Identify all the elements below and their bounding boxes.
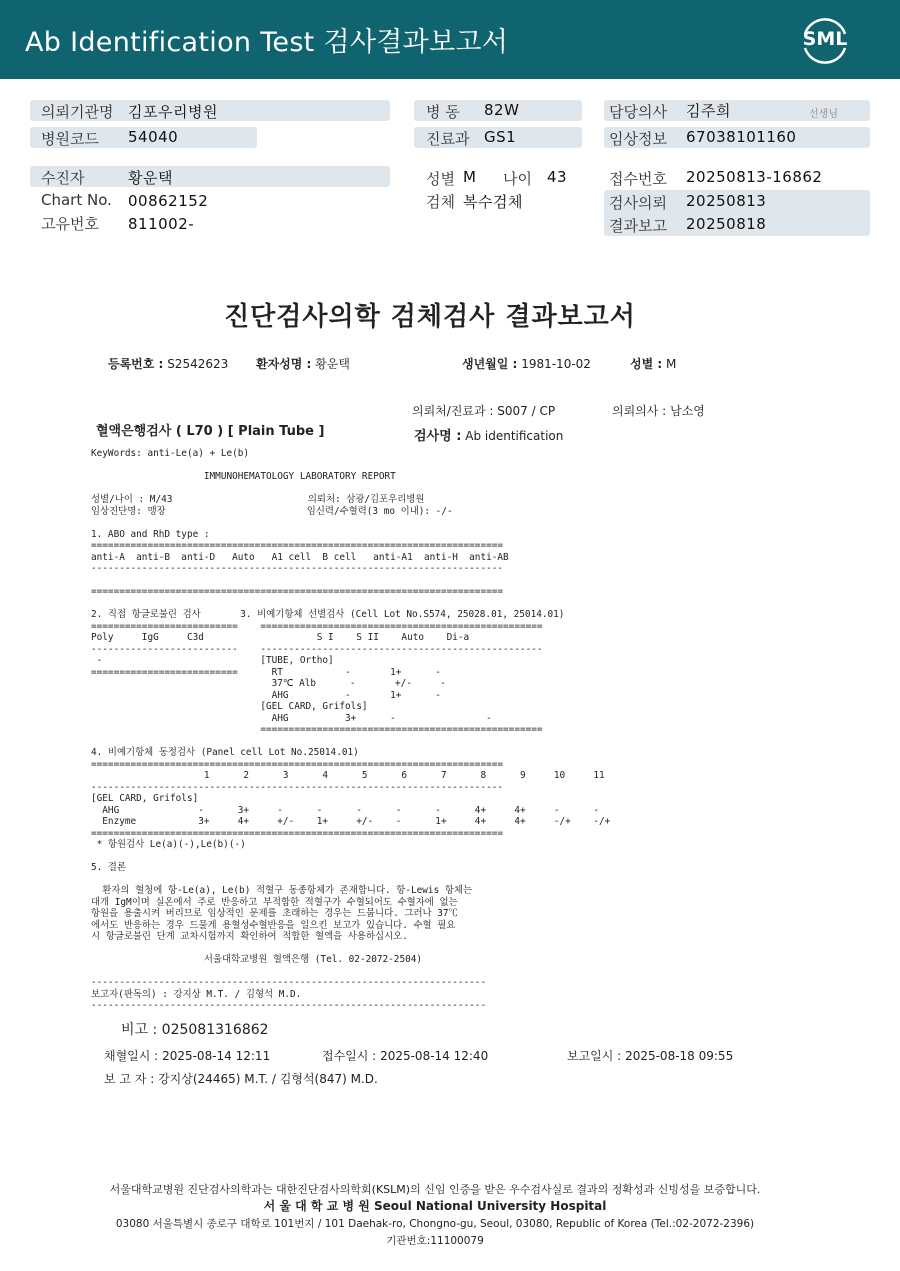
printout-line: KeyWords: anti-Le(a) + Le(b) bbox=[91, 448, 250, 459]
footer-certification: 서울대학교병원 진단검사의학과는 대한진단검사의학회(KSLM)의 신임 인증을 받은 우수검사실로 결과의 정확성과 신빙성을 보증합니다. bbox=[109, 1183, 761, 1196]
dept-value: GS1 bbox=[484, 128, 517, 146]
req-doctor-value: 남소영 bbox=[670, 404, 705, 418]
hospital-code-label: 병원코드 bbox=[41, 130, 99, 148]
test-name-value: Ab identification bbox=[465, 429, 564, 443]
test-name-field bbox=[414, 425, 563, 444]
printout-line: AHG - 1+ - bbox=[91, 689, 441, 701]
printout-line: 성별/나이 : M/43 의뢰처: 삼광/김포우리병원 bbox=[91, 494, 425, 505]
hospital-code-value: 54040 bbox=[128, 128, 179, 146]
printout-line: Poly IgG C3d S I S II Auto Di-a bbox=[91, 632, 470, 643]
logo-text: SML bbox=[802, 28, 848, 50]
dob-field bbox=[462, 355, 591, 372]
printout-line: ------------------------------------------------------------------------- bbox=[91, 781, 504, 793]
collect-field bbox=[104, 1047, 270, 1064]
printout-line: ---------------------------------------------------------------------- bbox=[91, 1000, 487, 1011]
printout-line bbox=[91, 598, 610, 610]
printout-line: ================================================== bbox=[91, 724, 543, 735]
sex-label: 성별 : bbox=[630, 357, 663, 371]
chart-label: Chart No. bbox=[41, 191, 112, 209]
printout-line: AHG 3+ - - bbox=[91, 712, 492, 724]
specimen-value: 복수검체 bbox=[463, 193, 523, 211]
name-value: 황운택 bbox=[315, 357, 350, 371]
institution-label: 의뢰기관명 bbox=[41, 103, 114, 121]
doctor-label: 담당의사 bbox=[609, 103, 667, 121]
reported-value: 2025-08-18 09:55 bbox=[625, 1049, 734, 1063]
printout-line: ========================================================================= bbox=[91, 827, 504, 839]
printout-line bbox=[91, 874, 610, 886]
printout-line: IMMUNOHEMATOLOGY LABORATORY REPORT bbox=[91, 471, 396, 482]
name-field bbox=[256, 355, 350, 372]
receive-value: 2025-08-14 12:40 bbox=[380, 1049, 489, 1063]
receipt-value: 20250813-16862 bbox=[686, 168, 823, 186]
footer-hospital: 서 울 대 학 교 병 원 Seoul National University Hospital bbox=[263, 1199, 607, 1213]
specimen-label: 검체 bbox=[426, 193, 455, 211]
printout-line: 임상진단명: 맹장 임신력/수혈력(3 mo 이내): -/- bbox=[91, 505, 453, 517]
sex-value: M bbox=[666, 357, 677, 371]
printout-line: 대개 IgM이며 실온에서 주로 반응하고 부적합한 적혈구가 수혈되어도 수혈자에 없는 bbox=[91, 896, 458, 908]
collect-label: 채혈일시 : bbox=[104, 1049, 159, 1063]
name-label: 환자성명 : bbox=[256, 357, 312, 371]
dob-label: 생년월일 : bbox=[462, 357, 518, 371]
printout-line bbox=[91, 851, 610, 863]
reporter-field bbox=[104, 1070, 378, 1087]
test-section bbox=[96, 420, 324, 439]
remark-value: 025081316862 bbox=[161, 1022, 269, 1038]
req-doctor-field bbox=[612, 402, 705, 419]
request-label: 검사의뢰 bbox=[609, 194, 667, 212]
printout-line: [GEL CARD, Grifols] bbox=[91, 701, 368, 712]
printout-line bbox=[91, 517, 610, 529]
printout-line bbox=[91, 736, 610, 748]
printout-line: -------------------------- -------------------------------------------------- bbox=[91, 643, 543, 655]
clinical-value: 67038101160 bbox=[686, 128, 797, 146]
printout-line: 항원을 용출시켜 버리므로 임상적인 문제를 초래하는 경우는 드뭅니다. 그러나 37℃ bbox=[91, 908, 458, 919]
age-label: 나이 bbox=[503, 170, 532, 188]
doctor-suffix: 선생님 bbox=[809, 109, 838, 120]
printout-line: * 항원검사 Le(a)(-),Le(b)(-) bbox=[91, 839, 246, 850]
clinical-label: 임상정보 bbox=[609, 130, 667, 148]
reg-label: 등록번호 : bbox=[108, 357, 164, 371]
printout-line bbox=[91, 460, 610, 472]
remark-label: 비고 : bbox=[121, 1022, 158, 1038]
printout-line: Enzyme 3+ 4+ +/- 1+ +/- - 1+ 4+ 4+ -/+ -/+ bbox=[91, 816, 611, 827]
sex-field bbox=[630, 355, 676, 372]
printout-line: 1 2 3 4 5 6 7 8 9 10 11 bbox=[91, 770, 605, 781]
unique-label: 고유번호 bbox=[41, 215, 99, 233]
doctor-value: 김주희 bbox=[686, 102, 731, 120]
sex-value: M bbox=[463, 168, 477, 186]
printout-line: ========================================================================= bbox=[91, 758, 504, 770]
dept-label: 진료과 bbox=[426, 130, 470, 148]
report-value: 20250818 bbox=[686, 215, 767, 233]
printout-line: [GEL CARD, Grifols] bbox=[91, 793, 199, 804]
printout-line: - [TUBE, Ortho] bbox=[91, 655, 334, 666]
sex-label: 성별 bbox=[426, 170, 455, 188]
printout-line bbox=[91, 575, 610, 587]
dept-label: 의뢰처/진료과 : bbox=[412, 404, 494, 418]
test-section-text: 혈액은행검사 ( L70 ) [ Plain Tube ] bbox=[96, 424, 325, 439]
remark-field bbox=[121, 1019, 269, 1039]
printout-line: 2. 직접 항글로불린 검사 3. 비예기항체 선별검사 (Cell Lot No.S574, 25028.01, 25014.01) bbox=[91, 609, 565, 620]
dept-field bbox=[412, 402, 555, 419]
printout-line: 환자의 혈청에 항-Le(a), Le(b) 적혈구 동종항체가 존재합니다. 항-Lewis 항체는 bbox=[91, 885, 473, 896]
chart-value: 00862152 bbox=[128, 192, 209, 210]
reg-value: S2542623 bbox=[167, 357, 229, 371]
ward-label: 병 동 bbox=[426, 103, 460, 121]
printout-line: 37℃ Alb - +/- - bbox=[91, 678, 446, 689]
printout-line: 시 항글로불린 단계 교차시험까지 확인하여 적합한 혈액을 사용하십시오. bbox=[91, 931, 408, 942]
receive-label: 접수일시 : bbox=[322, 1049, 377, 1063]
printout-line bbox=[91, 943, 610, 955]
printout-line: 1. ABO and RhD type : bbox=[91, 528, 210, 540]
collect-value: 2025-08-14 12:11 bbox=[162, 1049, 271, 1063]
printout-line: 에서도 반응하는 경우 드물게 용혈성수혈반응을 일으킨 보고가 있습니다. 수혈 필요 bbox=[91, 919, 456, 931]
institution-value: 김포우리병원 bbox=[128, 103, 218, 121]
footer-address: 03080 서울특별시 종로구 대학로 101번지 / 101 Daehak-ro, Chongno-gu, Seoul, 03080, Republic of Korea (Tel.:02-2072-2396) bbox=[115, 1218, 755, 1230]
printout-line: ========================================================================= bbox=[91, 586, 504, 597]
printout-line: ------------------------------------------------------------------------- bbox=[91, 563, 504, 574]
header-banner bbox=[0, 0, 900, 79]
printout-line: ---------------------------------------------------------------------- bbox=[91, 977, 487, 988]
page-title: Ab Identification Test 검사결과보고서 bbox=[25, 27, 509, 58]
lab-printout bbox=[91, 448, 610, 1012]
report-label: 결과보고 bbox=[609, 217, 667, 235]
report-title: 진단검사의학 검체검사 결과보고서 bbox=[224, 302, 636, 332]
unique-value: 811002- bbox=[128, 215, 195, 233]
patient-label: 수진자 bbox=[41, 169, 85, 187]
reported-label: 보고일시 : bbox=[567, 1049, 622, 1063]
request-value: 20250813 bbox=[686, 192, 767, 210]
ward-value: 82W bbox=[484, 101, 520, 119]
printout-line: ========================================================================= bbox=[91, 540, 504, 551]
printout-line: 보고자(판독의) : 강지상 M.T. / 김형석 M.D. bbox=[91, 988, 302, 1000]
reported-field bbox=[567, 1047, 733, 1064]
dept-value: S007 / CP bbox=[497, 404, 556, 418]
reporter-value: 강지상(24465) M.T. / 김형석(847) M.D. bbox=[158, 1072, 378, 1086]
printout-line bbox=[91, 483, 610, 495]
printout-line: AHG - 3+ - - - - - 4+ 4+ - - bbox=[91, 804, 599, 816]
printout-line: anti-A anti-B anti-D Auto A1 cell B cell anti-A1 anti-H anti-AB bbox=[91, 551, 509, 563]
printout-line: 서울대학교병원 혈액은행 (Tel. 02-2072-2504) bbox=[91, 954, 423, 965]
req-doctor-label: 의뢰의사 : bbox=[612, 404, 667, 418]
receipt-label: 접수번호 bbox=[609, 170, 667, 188]
reg-field bbox=[108, 355, 228, 372]
printout-line: ========================== RT - 1+ - bbox=[91, 666, 441, 678]
receive-field bbox=[322, 1047, 488, 1064]
sml-logo bbox=[797, 14, 853, 66]
footer-institution-code: 기관번호:11100079 bbox=[386, 1235, 484, 1247]
test-name-label: 검사명 : bbox=[414, 429, 462, 444]
printout-line bbox=[91, 966, 610, 978]
reporter-label: 보 고 자 : bbox=[104, 1072, 155, 1086]
printout-line: ========================== ================================================== bbox=[91, 620, 543, 632]
dob-value: 1981-10-02 bbox=[521, 357, 591, 371]
printout-line: 5. 결론 bbox=[91, 862, 127, 873]
patient-value: 황운택 bbox=[128, 169, 173, 187]
printout-line: 4. 비예기항체 동정검사 (Panel cell Lot No.25014.01) bbox=[91, 747, 359, 758]
age-value: 43 bbox=[547, 168, 568, 186]
